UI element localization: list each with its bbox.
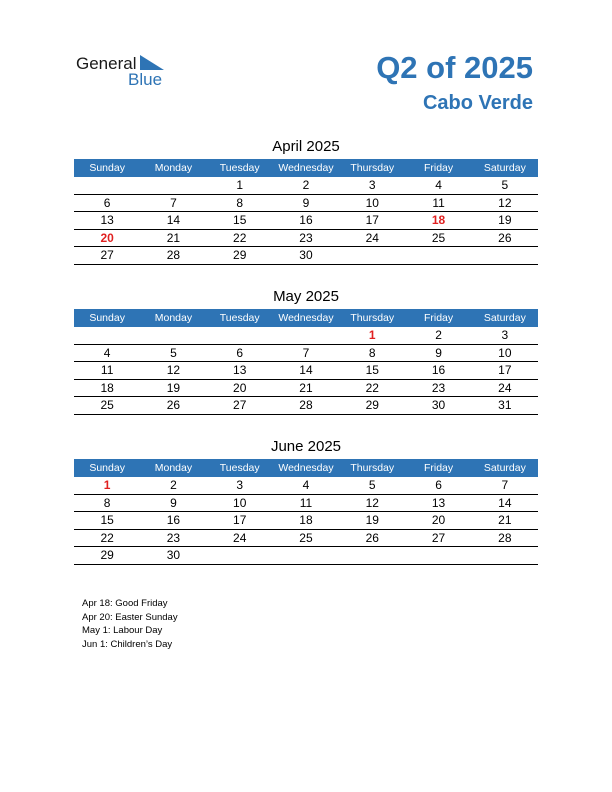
month-may: [74, 285, 538, 415]
day-cell: 8: [74, 494, 140, 512]
day-cell: 10: [207, 494, 273, 512]
week-row: [74, 494, 538, 512]
day-cell: 4: [405, 177, 471, 194]
month-title: June 2025: [270, 438, 342, 455]
day-cell: 25: [74, 397, 140, 415]
day-cell: 14: [472, 494, 538, 512]
weekday-header: Friday: [405, 459, 471, 477]
month-title: April 2025: [272, 138, 340, 155]
day-cell: 6: [74, 194, 140, 212]
quarter-title: Q2 of 2025: [376, 50, 533, 85]
calendar-grid: [74, 459, 538, 565]
day-cell: 17: [207, 512, 273, 530]
weekday-header: Thursday: [339, 309, 405, 327]
day-cell: 13: [405, 494, 471, 512]
day-cell: 22: [207, 229, 273, 247]
day-cell: 25: [273, 529, 339, 547]
day-cell: 26: [472, 229, 538, 247]
weekday-header: Sunday: [74, 309, 140, 327]
day-cell: 11: [74, 362, 140, 380]
day-cell: 24: [339, 229, 405, 247]
weekday-header: Thursday: [339, 159, 405, 177]
week-row: [74, 177, 538, 194]
empty-day-cell: [273, 547, 339, 565]
day-cell: 7: [140, 194, 206, 212]
empty-day-cell: [405, 547, 471, 565]
day-cell: 4: [273, 477, 339, 494]
holiday-list: [82, 597, 178, 651]
day-cell: 18: [74, 379, 140, 397]
day-cell: 28: [472, 529, 538, 547]
day-cell: 10: [472, 344, 538, 362]
day-cell: 2: [405, 327, 471, 344]
weekday-header: Friday: [405, 309, 471, 327]
day-cell: 11: [273, 494, 339, 512]
weekday-header: Monday: [140, 309, 206, 327]
day-cell: 9: [405, 344, 471, 362]
day-cell: 15: [207, 212, 273, 230]
day-cell: 3: [472, 327, 538, 344]
month-june: [74, 435, 538, 565]
weekday-header: Sunday: [74, 159, 140, 177]
weekday-header-row: [74, 459, 538, 477]
empty-day-cell: [140, 177, 206, 194]
day-cell: 27: [74, 247, 140, 265]
week-row: [74, 327, 538, 344]
week-row: [74, 362, 538, 380]
month-april: [74, 135, 538, 265]
week-row: [74, 212, 538, 230]
day-cell: 16: [273, 212, 339, 230]
empty-day-cell: [74, 327, 140, 344]
weekday-header: Monday: [140, 159, 206, 177]
day-cell: 24: [207, 529, 273, 547]
week-row: [74, 379, 538, 397]
day-cell: 30: [140, 547, 206, 565]
day-cell: 20: [207, 379, 273, 397]
week-row: [74, 194, 538, 212]
day-cell: 28: [273, 397, 339, 415]
empty-day-cell: [339, 247, 405, 265]
day-cell: 11: [405, 194, 471, 212]
day-cell: 18: [405, 212, 471, 230]
empty-day-cell: [472, 247, 538, 265]
day-cell: 12: [472, 194, 538, 212]
day-cell: 14: [273, 362, 339, 380]
day-cell: 12: [140, 362, 206, 380]
day-cell: 6: [207, 344, 273, 362]
weekday-header: Sunday: [74, 459, 140, 477]
week-row: [74, 529, 538, 547]
calendar-grid: [74, 309, 538, 415]
day-cell: 26: [339, 529, 405, 547]
weekday-header: Wednesday: [273, 159, 339, 177]
day-cell: 29: [339, 397, 405, 415]
calendar-grid: [74, 159, 538, 265]
day-cell: 5: [472, 177, 538, 194]
day-cell: 16: [405, 362, 471, 380]
weekday-header: Friday: [405, 159, 471, 177]
day-cell: 8: [207, 194, 273, 212]
weekday-header: Monday: [140, 459, 206, 477]
day-cell: 13: [207, 362, 273, 380]
day-cell: 29: [74, 547, 140, 565]
empty-day-cell: [74, 177, 140, 194]
weekday-header: Wednesday: [273, 459, 339, 477]
empty-day-cell: [339, 547, 405, 565]
empty-day-cell: [405, 247, 471, 265]
day-cell: 28: [140, 247, 206, 265]
weekday-header: Saturday: [472, 159, 538, 177]
weekday-header: Saturday: [472, 309, 538, 327]
day-cell: 21: [273, 379, 339, 397]
month-title: May 2025: [273, 288, 339, 305]
day-cell: 24: [472, 379, 538, 397]
day-cell: 23: [273, 229, 339, 247]
week-row: [74, 547, 538, 565]
day-cell: 21: [140, 229, 206, 247]
weekday-header-row: [74, 159, 538, 177]
day-cell: 6: [405, 477, 471, 494]
week-row: [74, 512, 538, 530]
empty-day-cell: [207, 547, 273, 565]
day-cell: 8: [339, 344, 405, 362]
day-cell: 30: [405, 397, 471, 415]
holiday-item: Jun 1: Children’s Day: [82, 638, 173, 650]
day-cell: 15: [339, 362, 405, 380]
day-cell: 7: [273, 344, 339, 362]
empty-day-cell: [140, 327, 206, 344]
day-cell: 2: [140, 477, 206, 494]
day-cell: 9: [273, 194, 339, 212]
day-cell: 9: [140, 494, 206, 512]
day-cell: 7: [472, 477, 538, 494]
weekday-header: Tuesday: [207, 159, 273, 177]
weekday-header: Tuesday: [207, 309, 273, 327]
day-cell: 3: [207, 477, 273, 494]
day-cell: 27: [405, 529, 471, 547]
day-cell: 20: [74, 229, 140, 247]
weekday-header-row: [74, 309, 538, 327]
day-cell: 23: [140, 529, 206, 547]
day-cell: 26: [140, 397, 206, 415]
day-cell: 12: [339, 494, 405, 512]
day-cell: 29: [207, 247, 273, 265]
brand-logo: [76, 52, 176, 92]
day-cell: 27: [207, 397, 273, 415]
day-cell: 1: [339, 327, 405, 344]
day-cell: 23: [405, 379, 471, 397]
empty-day-cell: [472, 547, 538, 565]
week-row: [74, 247, 538, 265]
day-cell: 30: [273, 247, 339, 265]
weekday-header: Thursday: [339, 459, 405, 477]
week-row: [74, 344, 538, 362]
country-name: Cabo Verde: [422, 92, 533, 114]
day-cell: 1: [207, 177, 273, 194]
day-cell: 19: [339, 512, 405, 530]
weekday-header: Wednesday: [273, 309, 339, 327]
day-cell: 1: [74, 477, 140, 494]
empty-day-cell: [207, 327, 273, 344]
empty-day-cell: [273, 327, 339, 344]
day-cell: 3: [339, 177, 405, 194]
weekday-header: Tuesday: [207, 459, 273, 477]
week-row: [74, 477, 538, 494]
week-row: [74, 397, 538, 415]
day-cell: 5: [339, 477, 405, 494]
day-cell: 13: [74, 212, 140, 230]
day-cell: 10: [339, 194, 405, 212]
day-cell: 25: [405, 229, 471, 247]
day-cell: 2: [273, 177, 339, 194]
day-cell: 22: [74, 529, 140, 547]
day-cell: 5: [140, 344, 206, 362]
day-cell: 31: [472, 397, 538, 415]
day-cell: 20: [405, 512, 471, 530]
weekday-header: Saturday: [472, 459, 538, 477]
day-cell: 22: [339, 379, 405, 397]
logo-triangle-icon: [140, 55, 164, 70]
day-cell: 14: [140, 212, 206, 230]
day-cell: 18: [273, 512, 339, 530]
day-cell: 19: [472, 212, 538, 230]
holiday-item: May 1: Labour Day: [82, 625, 163, 636]
week-row: [74, 229, 538, 247]
holiday-item: Apr 18: Good Friday: [82, 598, 168, 609]
day-cell: 19: [140, 379, 206, 397]
day-cell: 4: [74, 344, 140, 362]
day-cell: 16: [140, 512, 206, 530]
holiday-item: Apr 20: Easter Sunday: [82, 611, 178, 623]
day-cell: 21: [472, 512, 538, 530]
logo-text-blue: Blue: [128, 70, 163, 89]
day-cell: 17: [472, 362, 538, 380]
day-cell: 15: [74, 512, 140, 530]
day-cell: 17: [339, 212, 405, 230]
logo-text-general: General: [76, 54, 137, 73]
